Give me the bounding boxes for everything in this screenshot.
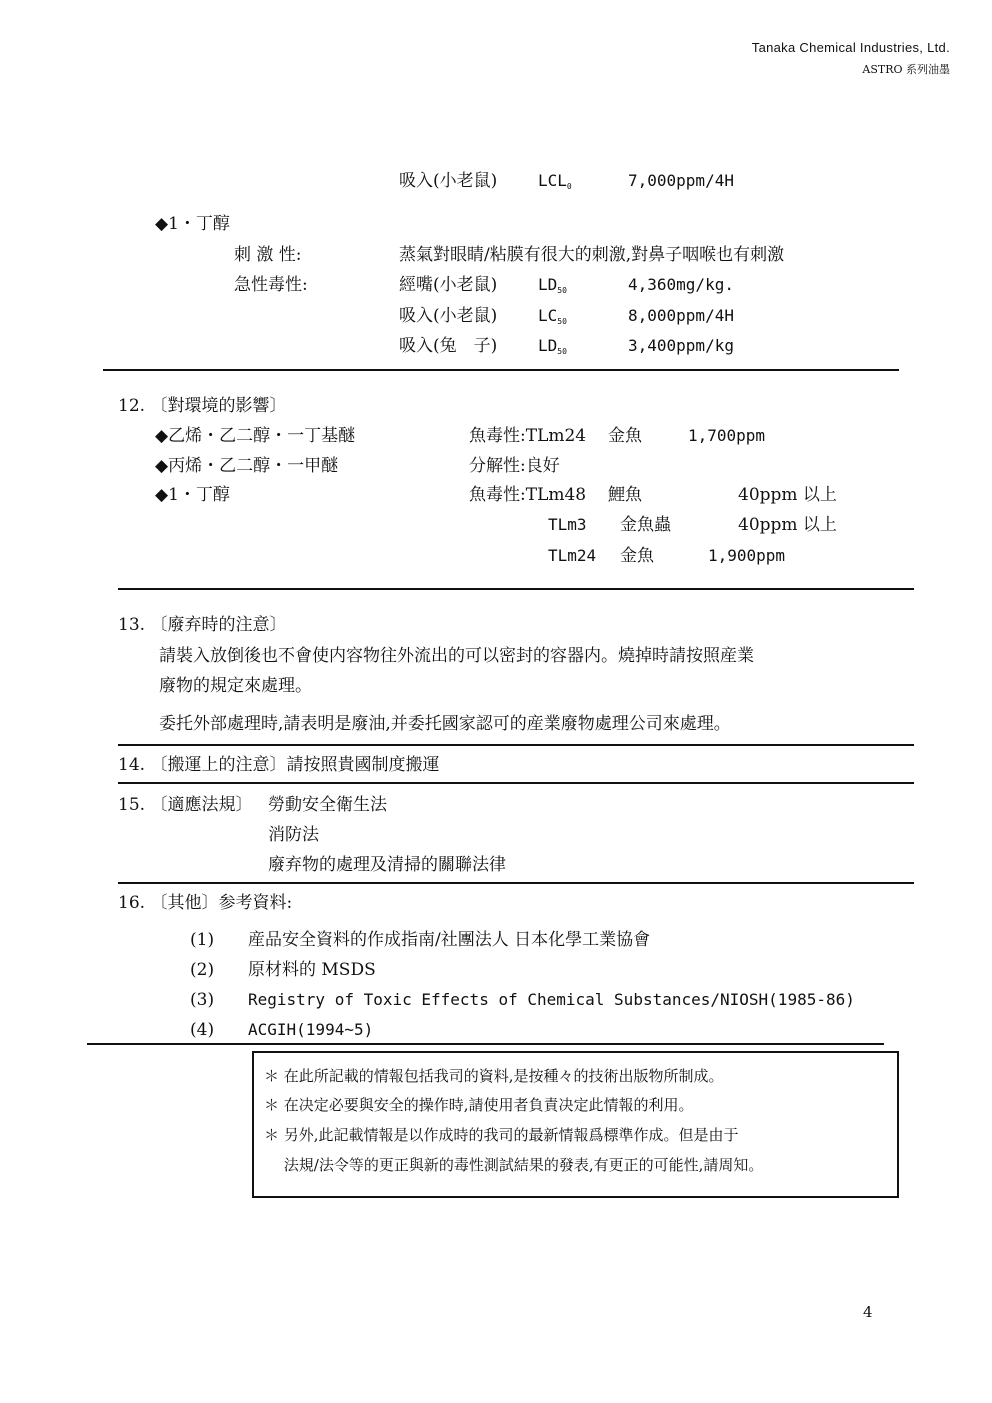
section-12-title: 12. 〔對環境的影響〕	[118, 396, 287, 416]
section-14-text: 14. 〔搬運上的注意〕請按照貴國制度搬運	[118, 755, 440, 775]
law-item: 勞動安全衛生法	[268, 795, 387, 815]
section-16-title: 16. 〔其他〕参考資料:	[118, 893, 293, 913]
eco-value: 1,900ppm	[708, 546, 786, 565]
ref-number: (3)	[190, 990, 215, 1010]
eco-fish: 鯉魚	[608, 485, 642, 505]
company-name: Tanaka Chemical Industries, Ltd.	[751, 40, 950, 55]
disclaimer-line: ＊ 在此所記載的情報包括我司的資料,是按種々的技術出版物所制成。	[264, 1067, 724, 1085]
section-divider	[118, 782, 914, 784]
ref-number: (4)	[190, 1020, 215, 1040]
tox-value: 4,360mg/kg.	[628, 275, 734, 294]
section-divider	[118, 882, 914, 884]
section-13-title: 13. 〔廢弃時的注意〕	[118, 615, 287, 635]
tox-value: 8,000ppm/4H	[628, 306, 734, 325]
product-name: ASTRO 系列油墨	[862, 63, 950, 76]
disclaimer-line: ＊ 另外,此記載情報是以作成時的我司的最新情報爲標準作成。但是由于	[264, 1126, 739, 1144]
tox-route: 吸入(兔 子)	[399, 336, 498, 356]
disclaimer-line: 法規/法令等的更正與新的毒性測試結果的發表,有更正的可能性,請周知。	[264, 1156, 764, 1174]
eco-fish: 金魚	[608, 426, 642, 446]
ref-text: 原材料的 MSDS	[248, 960, 376, 980]
substance-heading: ◆1・丁醇	[155, 214, 230, 234]
tox-code: $LD_{50}$	[538, 336, 567, 356]
tox-value: 7,000ppm/4H	[628, 171, 734, 190]
section-divider	[118, 588, 914, 590]
ref-text: 産品安全資料的作成指南/社團法人 日本化學工業協會	[248, 930, 651, 950]
disclaimer-line: ＊ 在决定必要與安全的操作時,請使用者負責决定此情報的利用。	[264, 1096, 694, 1114]
eco-fish: 金魚	[620, 546, 654, 566]
ref-number: (2)	[190, 960, 215, 980]
section-15-title: 15. 〔適應法規〕	[118, 795, 253, 815]
tox-value: 3,400ppm/kg	[628, 336, 734, 355]
ref-text: ACGIH(1994~5)	[248, 1020, 374, 1039]
irritation-label: 刺 激 性:	[234, 245, 302, 265]
eco-value: 40ppm 以上	[738, 485, 837, 505]
section-divider	[118, 744, 914, 746]
disclaimer-box	[252, 1051, 899, 1198]
eco-value: 40ppm 以上	[738, 515, 837, 535]
law-item: 廢弃物的處理及清掃的關聯法律	[268, 855, 506, 875]
eco-substance: ◆1・丁醇	[155, 485, 230, 505]
tox-route: 吸入(小老鼠)	[399, 171, 498, 191]
ref-number: (1)	[190, 930, 215, 950]
eco-substance: ◆乙烯・乙二醇・一丁基醚	[155, 426, 356, 446]
eco-label: 魚毒性:TLm48	[469, 485, 587, 505]
tox-code: $LD_{50}$	[538, 275, 567, 295]
eco-label: 魚毒性:TLm24	[469, 426, 587, 446]
eco-fish: 金魚蟲	[620, 515, 671, 535]
section-divider	[103, 369, 899, 371]
eco-label: 分解性:良好	[469, 456, 560, 476]
eco-substance: ◆丙烯・乙二醇・一甲醚	[155, 456, 339, 476]
ref-text: Registry of Toxic Effects of Chemical Substances/NIOSH(1985-86)	[248, 990, 855, 1009]
tox-route: 吸入(小老鼠)	[399, 306, 498, 326]
page-number: 4	[863, 1303, 873, 1321]
eco-value: 1,700ppm	[688, 426, 766, 445]
disposal-text: 廢物的規定來處理。	[159, 676, 312, 696]
eco-code: TLm3	[548, 515, 587, 534]
eco-code: TLm24	[548, 546, 597, 565]
tox-route: 經嘴(小老鼠)	[399, 275, 498, 295]
acute-label: 急性毒性:	[234, 275, 308, 295]
law-item: 消防法	[268, 825, 319, 845]
tox-code: $LC_{50}$	[538, 306, 567, 326]
section-divider	[87, 1043, 884, 1045]
tox-code: $LCL_0$	[538, 171, 572, 191]
disposal-text: 委托外部處理時,請表明是廢油,并委托國家認可的産業廢物處理公司來處理。	[159, 714, 731, 734]
irritation-text: 蒸氣對眼睛/粘膜有很大的刺激,對鼻子咽喉也有刺激	[399, 245, 785, 265]
disposal-text: 請裝入放倒後也不會使内容物往外流出的可以密封的容器内。燒掉時請按照産業	[159, 646, 754, 666]
